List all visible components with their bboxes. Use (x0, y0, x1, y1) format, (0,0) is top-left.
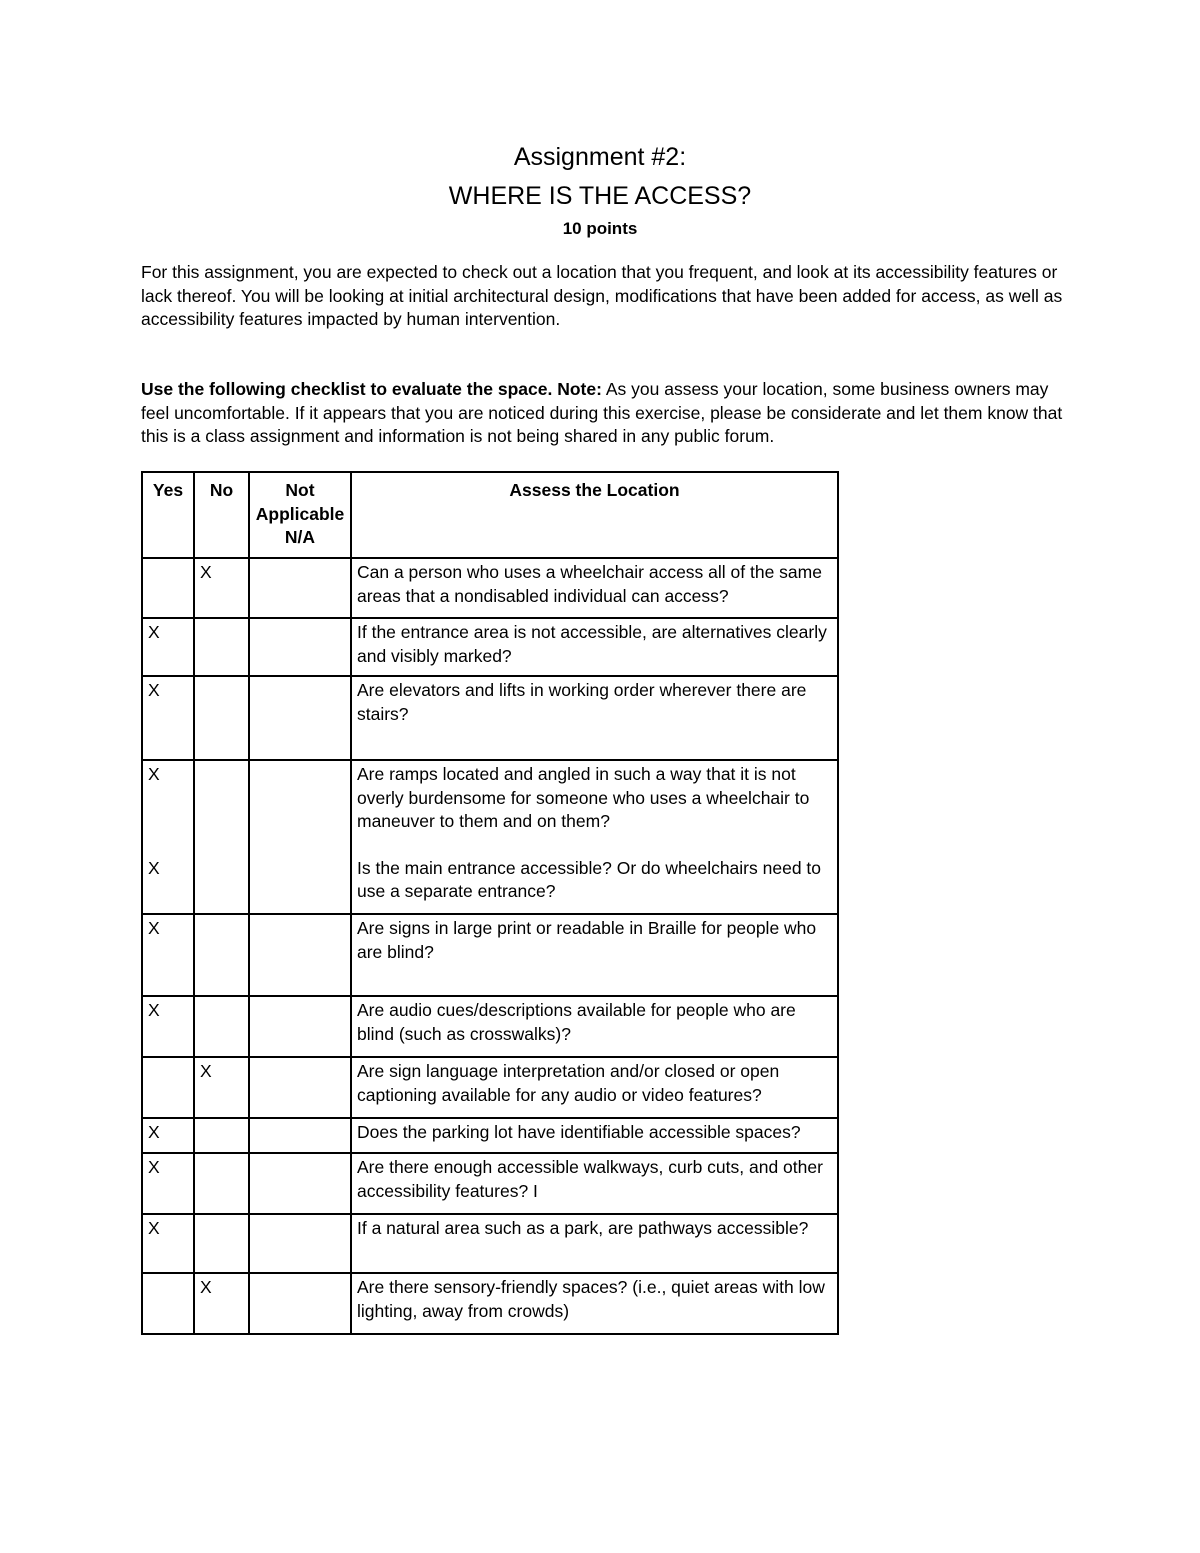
question-cell: Are there sensory-friendly spaces? (i.e., quiet areas with low lighting, away from crowds) (351, 1273, 838, 1334)
yes-cell[interactable] (142, 1057, 194, 1118)
instructions-paragraph (141, 378, 1076, 449)
question-text: Are ramps located and angled in such a way that it is not overly burdensome for someone who uses a wheelchair to maneuver to them and on them? (357, 764, 810, 831)
no-cell[interactable]: X (194, 558, 249, 618)
yes-mark: X (148, 764, 160, 784)
table-row (142, 1273, 838, 1334)
question-cell: Does the parking lot have identifiable accessible spaces? (351, 1118, 838, 1153)
table-row (142, 1057, 838, 1118)
no-cell[interactable] (194, 676, 249, 760)
header-yes: Yes (142, 472, 194, 558)
na-cell[interactable] (249, 676, 351, 760)
instructions-text: As you assess your location, some business owners may feel uncomfortable. If it appears that you are noticed during this exercise, please be considerate and let them know that this is a class assignment and information is not being shared in any public forum. (141, 379, 1063, 446)
yes-cell[interactable]: X (142, 1214, 194, 1273)
no-cell[interactable] (194, 760, 249, 914)
question-cell: Are signs in large print or readable in Braille for people who are blind? (351, 914, 838, 996)
no-cell[interactable] (194, 1118, 249, 1153)
no-cell[interactable]: X (194, 1057, 249, 1118)
table-header-row (142, 472, 838, 558)
question-text: Is the main entrance accessible? Or do wheelchairs need to use a separate entrance? (357, 857, 822, 901)
document-title: Assignment #2: (513, 143, 687, 171)
header-na-line-3: N/A (284, 527, 316, 547)
yes-cell[interactable]: X (142, 676, 194, 760)
question-cell: If the entrance area is not accessible, are alternatives clearly and visibly marked? (351, 618, 838, 676)
na-cell[interactable] (249, 1118, 351, 1153)
na-cell[interactable] (249, 1153, 351, 1214)
points-label: 10 points (562, 219, 638, 238)
question-cell: Can a person who uses a wheelchair access all of the same areas that a nondisabled individual can access? (351, 558, 838, 618)
header-assess: Assess the Location (351, 472, 838, 558)
question-cell: Are audio cues/descriptions available for people who are blind (such as crosswalks)? (351, 996, 838, 1057)
na-cell[interactable] (249, 1057, 351, 1118)
yes-cell[interactable] (142, 558, 194, 618)
na-cell[interactable] (249, 558, 351, 618)
no-cell[interactable] (194, 996, 249, 1057)
na-cell[interactable] (249, 996, 351, 1057)
yes-cell[interactable] (142, 760, 194, 914)
question-cell: Are sign language interpretation and/or closed or open captioning available for any audio or video features? (351, 1057, 838, 1118)
na-cell[interactable] (249, 760, 351, 914)
no-cell[interactable]: X (194, 1273, 249, 1334)
na-cell[interactable] (249, 1214, 351, 1273)
header-not-applicable (249, 472, 351, 558)
header-no: No (194, 472, 249, 558)
question-cell: Are there enough accessible walkways, curb cuts, and other accessibility features? I (351, 1153, 838, 1214)
table-row (142, 618, 838, 676)
na-cell[interactable] (249, 1273, 351, 1334)
table-row (142, 1214, 838, 1273)
question-cell: If a natural area such as a park, are pathways accessible? (351, 1214, 838, 1273)
no-cell[interactable] (194, 1153, 249, 1214)
yes-cell[interactable]: X (142, 618, 194, 676)
yes-cell[interactable]: X (142, 1153, 194, 1214)
no-cell[interactable] (194, 618, 249, 676)
instructions-bold-text: Use the following checklist to evaluate the space. Note: (141, 379, 602, 399)
table-row (142, 760, 838, 914)
na-cell[interactable] (249, 914, 351, 996)
header-na-line-1: Not (285, 480, 315, 500)
yes-cell[interactable] (142, 1273, 194, 1334)
no-cell[interactable] (194, 914, 249, 996)
na-cell[interactable] (249, 618, 351, 676)
yes-cell[interactable]: X (142, 996, 194, 1057)
table-row (142, 676, 838, 760)
yes-mark: X (148, 857, 160, 878)
table-row (142, 558, 838, 618)
question-cell (351, 760, 838, 914)
table-row (142, 1118, 838, 1153)
yes-cell[interactable]: X (142, 914, 194, 996)
accessibility-checklist-table (141, 471, 839, 1335)
no-cell[interactable] (194, 1214, 249, 1273)
question-cell: Are elevators and lifts in working order wherever there are stairs? (351, 676, 838, 760)
document-subtitle: WHERE IS THE ACCESS? (448, 182, 752, 210)
intro-paragraph: For this assignment, you are expected to check out a location that you frequent, and look at its accessibility features or lack thereof. You will be looking at initial architectural design, modifications that have been added for access, as well as accessibility features impacted by human intervention. (141, 262, 1063, 329)
table-row (142, 996, 838, 1057)
table-row (142, 1153, 838, 1214)
header-na-line-2: Applicable (255, 503, 345, 524)
table-row (142, 914, 838, 996)
yes-cell[interactable]: X (142, 1118, 194, 1153)
